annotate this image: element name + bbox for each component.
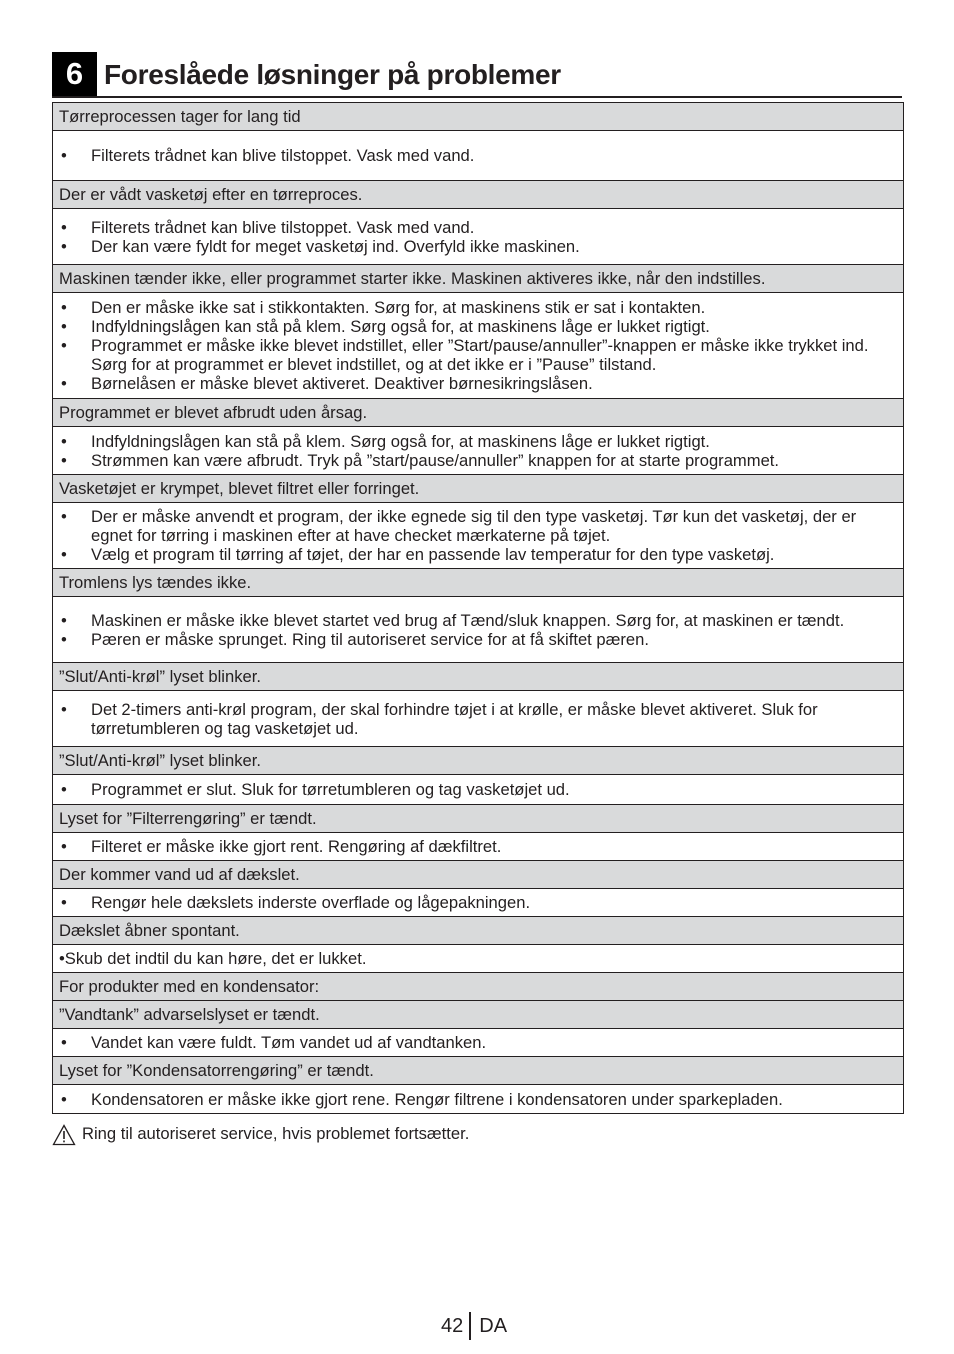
service-note-text: Ring til autoriseret service, hvis problemet fortsætter. — [82, 1124, 470, 1143]
solution-item: • Programmet er slut. Sluk for tørretumbleren og tag vasketøjet ud. — [59, 780, 895, 799]
solution-row — [53, 503, 903, 569]
language-code: DA — [479, 1314, 508, 1337]
solution-item: • Programmet er måske ikke blevet indstillet, eller ”Start/pause/annuller”-knappen er måske ikke trykket ind. Sørg for at programmet er blevet indstillet, og at det ikke er i ”Pause” tilstand. — [59, 336, 895, 374]
solution-row — [53, 775, 903, 805]
solution-item: • Kondensatoren er måske ikke gjort rene. Rengør filtrene i kondensatoren under sparkepladen. — [59, 1090, 895, 1109]
solution-item: • Der kan være fyldt for meget vasketøj ind. Overfyld ikke maskinen. — [59, 237, 895, 256]
solution-item: • Rengør hele dækslets inderste overflade og lågepakningen. — [59, 893, 895, 912]
page-footer — [441, 1312, 507, 1340]
solution-item: • Maskinen er måske ikke blevet startet ved brug af Tænd/sluk knappen. Sørg for, at maskinen er tændt. — [59, 611, 895, 630]
problem-row: Dækslet åbner spontant. — [53, 917, 903, 945]
solution-item: • Det 2-timers anti-krøl program, der skal forhindre tøjet i at krølle, er måske blevet aktiveret. Sluk for tørretumbleren og tag vasketøjet ud. — [59, 700, 895, 738]
problem-row: For produkter med en kondensator: — [53, 973, 903, 1001]
solution-item: • Filterets trådnet kan blive tilstoppet. Vask med vand. — [59, 146, 895, 165]
solution-item: • Den er måske ikke sat i stikkontakten. Sørg for, at maskinens stik er sat i kontakten. — [59, 298, 895, 317]
page-number: 42 — [441, 1314, 464, 1337]
problem-row: ”Slut/Anti-krøl” lyset blinker. — [53, 663, 903, 691]
solution-row — [53, 209, 903, 265]
solution-item: • Indfyldningslågen kan stå på klem. Sørg også for, at maskinens låge er lukket rigtigt. — [59, 432, 895, 451]
solution-row — [53, 597, 903, 663]
solution-row — [53, 131, 903, 181]
solution-row — [53, 945, 903, 973]
problem-row: Der kommer vand ud af dækslet. — [53, 861, 903, 889]
solution-item: • Indfyldningslågen kan stå på klem. Sørg også for, at maskinens låge er lukket rigtigt. — [59, 317, 895, 336]
problem-row: Programmet er blevet afbrudt uden årsag. — [53, 399, 903, 427]
solution-row — [53, 427, 903, 475]
solution-row — [53, 833, 903, 861]
footer-divider — [469, 1312, 471, 1340]
solution-item: • Filterets trådnet kan blive tilstoppet. Vask med vand. — [59, 218, 895, 237]
section-number: 6 — [52, 52, 97, 96]
problem-row: Lyset for ”Filterrengøring” er tændt. — [53, 805, 903, 833]
section-header — [52, 52, 902, 98]
solution-item: • Filteret er måske ikke gjort rent. Rengøring af dækfiltret. — [59, 837, 895, 856]
solution-row — [53, 889, 903, 917]
solution-item: • Pæren er måske sprunget. Ring til autoriseret service for at få skiftet pæren. — [59, 630, 895, 649]
solution-item: • Strømmen kan være afbrudt. Tryk på ”start/pause/annuller” knappen for at starte programmet. — [59, 451, 895, 470]
problem-row: Tørreprocessen tager for lang tid — [53, 103, 903, 131]
solution-row — [53, 691, 903, 747]
warning-triangle-icon — [52, 1124, 76, 1146]
solution-item: • Vælg et program til tørring af tøjet, der har en passende lav temperatur for den type vasketøj. — [59, 545, 895, 564]
problem-row: Lyset for ”Kondensatorrengøring” er tændt. — [53, 1057, 903, 1085]
solution-item: • Der er måske anvendt et program, der ikke egnede sig til den type vasketøj. Tør kun det vasketøj, der er egnet for tørring i maskinen efter at have checket mærkaterne på tøjet. — [59, 507, 895, 545]
troubleshooting-table — [52, 102, 904, 1114]
solution-row — [53, 1085, 903, 1113]
solution-item: •Skub det indtil du kan høre, det er lukket. — [59, 949, 367, 968]
problem-row: Maskinen tænder ikke, eller programmet starter ikke. Maskinen aktiveres ikke, når den indstilles. — [53, 265, 903, 293]
solution-item: • Børnelåsen er måske blevet aktiveret. Deaktiver børnesikringslåsen. — [59, 374, 895, 393]
problem-row: ”Vandtank” advarselslyset er tændt. — [53, 1001, 903, 1029]
problem-row: ”Slut/Anti-krøl” lyset blinker. — [53, 747, 903, 775]
problem-row: Tromlens lys tændes ikke. — [53, 569, 903, 597]
solution-row — [53, 293, 903, 399]
solution-item: • Vandet kan være fuldt. Tøm vandet ud af vandtanken. — [59, 1033, 895, 1052]
service-note — [52, 1124, 469, 1146]
section-title: Foreslåede løsninger på problemer — [104, 59, 561, 90]
solution-row — [53, 1029, 903, 1057]
problem-row: Der er vådt vasketøj efter en tørreproces. — [53, 181, 903, 209]
problem-row: Vasketøjet er krympet, blevet filtret eller forringet. — [53, 475, 903, 503]
